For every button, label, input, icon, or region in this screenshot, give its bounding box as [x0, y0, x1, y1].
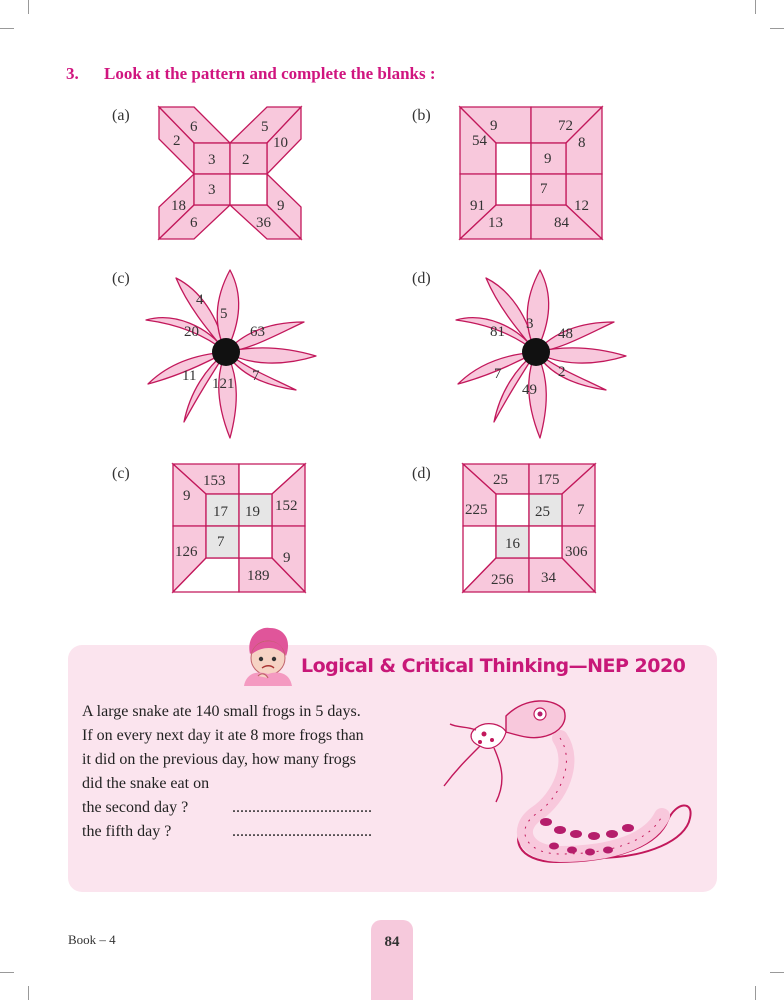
petal-number: 2	[558, 364, 566, 380]
nep-title: Logical & Critical Thinking—NEP 2020	[301, 655, 686, 677]
cell-number: 25	[535, 504, 550, 520]
cell-number: 72	[558, 118, 573, 134]
question-second-day: the second day ?	[82, 799, 189, 816]
cell-number: 2	[173, 133, 181, 149]
cell-number: 306	[565, 544, 588, 560]
cell-number: 13	[488, 215, 503, 231]
page-number: 84	[384, 934, 400, 950]
crop-mark	[770, 28, 784, 29]
figure-e-grid	[171, 462, 307, 594]
blank-cell	[496, 143, 531, 174]
crop-mark	[755, 986, 756, 1000]
cell-number: 152	[275, 498, 298, 514]
part-label-b: (b)	[412, 107, 431, 124]
crop-mark	[28, 0, 29, 14]
blank-cell	[239, 526, 272, 558]
blank-cell	[230, 174, 267, 205]
crop-mark	[0, 972, 14, 973]
cell-number: 8	[578, 135, 586, 151]
cell-number: 7	[577, 502, 585, 518]
crop-mark	[755, 0, 756, 14]
puzzle-line: did the snake eat on	[82, 775, 210, 792]
petal-number: 5	[220, 306, 228, 322]
cell-number: 9	[283, 550, 291, 566]
figure-d-flower	[450, 268, 630, 440]
part-label-e: (c)	[112, 465, 130, 482]
flower-center	[212, 338, 240, 366]
cell-number: 9	[277, 198, 285, 214]
figure-f-grid	[461, 462, 597, 594]
crop-mark	[28, 986, 29, 1000]
cell-number: 10	[273, 135, 288, 151]
puzzle-text	[82, 700, 422, 844]
footer-book-label: Book – 4	[68, 932, 116, 947]
petal-number: 11	[182, 368, 197, 384]
figure-b-frame	[458, 107, 604, 241]
cell-number: 9	[183, 488, 191, 504]
question-fifth-day: the fifth day ?	[82, 823, 172, 840]
blank-cell	[496, 174, 531, 205]
cell-number: 6	[190, 215, 198, 231]
cell-number: 17	[213, 504, 228, 520]
answer-blank[interactable]: ...................................	[232, 823, 372, 840]
cell-number: 225	[465, 502, 488, 518]
cell-number: 18	[171, 198, 186, 214]
cell-number: 3	[208, 152, 216, 168]
cell-number: 12	[574, 198, 589, 214]
cell-number: 34	[541, 570, 556, 586]
cell-number: 153	[203, 473, 226, 489]
puzzle-line: it did on the previous day, how many frogs	[82, 751, 357, 768]
petal-number: 121	[212, 376, 235, 392]
cell-number: 6	[190, 119, 198, 135]
girl-avatar-icon	[240, 624, 296, 686]
center-cell	[531, 174, 566, 205]
petal-number: 63	[250, 324, 265, 340]
petal-number: 48	[558, 326, 573, 342]
cell-number: 36	[256, 215, 271, 231]
cell-number: 9	[490, 118, 498, 134]
cell-number: 7	[540, 181, 548, 197]
cell-number: 2	[242, 152, 250, 168]
answer-row-second-day	[82, 796, 422, 820]
cell-number: 5	[261, 119, 269, 135]
blank-cell	[496, 494, 529, 526]
petal-number: 49	[522, 382, 537, 398]
crop-mark	[0, 28, 14, 29]
cell-number: 16	[505, 536, 520, 552]
figure-c-flower	[140, 268, 320, 440]
part-label-c: (c)	[112, 270, 130, 287]
question-text: Look at the pattern and complete the blanks :	[104, 64, 436, 83]
petal-number: 81	[490, 324, 505, 340]
part-label-d: (d)	[412, 270, 431, 287]
cell-number: 84	[554, 215, 569, 231]
crop-mark	[770, 972, 784, 973]
figure-a-cross	[157, 107, 303, 241]
petal-number: 7	[494, 366, 502, 382]
petal-number: 20	[184, 324, 199, 340]
cell-number: 189	[247, 568, 270, 584]
flower-center	[522, 338, 550, 366]
cell-number: 7	[217, 534, 225, 550]
cell-number: 175	[537, 472, 560, 488]
answer-blank[interactable]: ...................................	[232, 799, 372, 816]
blank-cell	[529, 526, 562, 558]
puzzle-line: If on every next day it ate 8 more frogs than	[82, 727, 364, 744]
page-number-tab	[371, 920, 413, 1000]
cell-number: 19	[245, 504, 260, 520]
petal-number: 3	[526, 316, 534, 332]
cell-number: 54	[472, 133, 487, 149]
cell-number: 9	[544, 151, 552, 167]
question-heading	[66, 64, 436, 84]
snake-eating-frog-illustration	[436, 690, 696, 880]
cell-number: 25	[493, 472, 508, 488]
puzzle-line: A large snake ate 140 small frogs in 5 days.	[82, 703, 361, 720]
cell-number: 256	[491, 572, 514, 588]
petal-number: 7	[252, 368, 260, 384]
answer-row-fifth-day	[82, 820, 422, 844]
question-number: 3.	[66, 64, 79, 83]
petal-number: 4	[196, 292, 204, 308]
cell-number: 91	[470, 198, 485, 214]
part-label-f: (d)	[412, 465, 431, 482]
part-label-a: (a)	[112, 107, 130, 124]
cell-number: 126	[175, 544, 198, 560]
cell-number: 3	[208, 182, 216, 198]
